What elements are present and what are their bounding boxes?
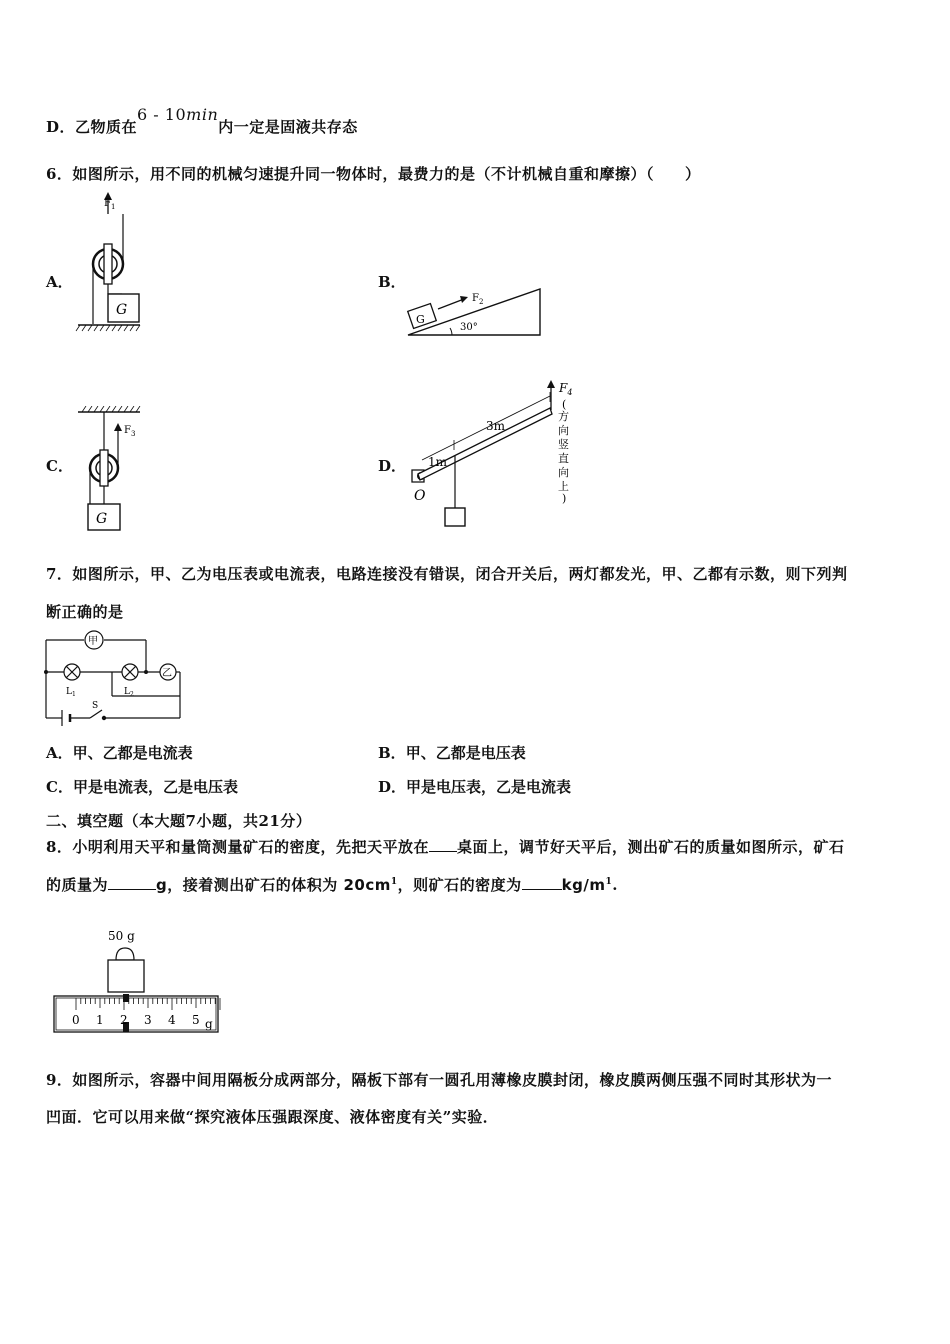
meter-a-label: 甲 — [88, 636, 98, 647]
svg-text:3: 3 — [144, 1013, 152, 1027]
svg-text:2: 2 — [120, 1013, 128, 1027]
q7-option-a: A．甲、乙都是电流表 — [46, 744, 193, 762]
q9-line1: 9．如图所示，容器中间用隔板分成两部分，隔板下部有一圆孔用薄橡皮膜封闭，橡皮膜两侧压强不同时其形状为一 — [46, 1071, 832, 1089]
q7-stem-line1: 7．如图所示，甲、乙为电压表或电流表，电路连接没有错误，闭合开关后，两灯都发光，甲、乙都有示数，则下列判 — [46, 565, 848, 583]
figure-movable-pulley-a — [74, 192, 146, 340]
math-expression: 6 - 10min — [137, 105, 219, 124]
switch-label: S — [92, 701, 99, 711]
force-label-f2: $F_2$ — [472, 293, 484, 306]
weight-label: 50 g — [108, 929, 135, 943]
force-label-f3: $F_3$ — [124, 425, 136, 438]
weight-label-g: G — [416, 313, 425, 326]
q7-stem-line2: 断正确的是 — [46, 603, 124, 621]
svg-text:方: 方 — [558, 410, 569, 423]
long-arm-label: 3m — [486, 419, 506, 433]
q6-option-c-label: C． — [46, 457, 73, 475]
answer-blank[interactable] — [429, 837, 457, 852]
svg-text:向: 向 — [558, 424, 569, 437]
svg-text:向: 向 — [558, 466, 569, 479]
meter-b-label: 乙 — [162, 668, 172, 679]
q5-option-d — [46, 105, 358, 137]
answer-blank[interactable] — [522, 875, 562, 890]
svg-text:竖: 竖 — [558, 438, 569, 451]
q6-option-d-label: D． — [378, 457, 407, 475]
q6-option-b-label: B． — [378, 273, 406, 291]
svg-text:5: 5 — [192, 1013, 200, 1027]
force-label-f4: $F_4$ — [559, 381, 573, 397]
svg-text:0: 0 — [72, 1013, 80, 1027]
q7-option-d: D．甲是电压表，乙是电流表 — [378, 778, 572, 796]
option-text-post: 内一定是固液共存态 — [218, 118, 358, 136]
option-label: D． — [46, 118, 76, 136]
svg-text:直: 直 — [558, 452, 569, 465]
q7-option-b: B．甲、乙都是电压表 — [378, 744, 526, 762]
scale-unit: g — [205, 1017, 213, 1031]
figure-balance-scale — [52, 924, 224, 1036]
angle-label: 30° — [460, 322, 478, 333]
svg-text:1: 1 — [96, 1013, 104, 1027]
q7-option-c: C．甲是电流表，乙是电压表 — [46, 778, 238, 796]
lamp2-label: $L_2$ — [124, 687, 134, 698]
figure-circuit — [40, 628, 188, 726]
rider-top — [123, 994, 129, 1002]
svg-text:(: ( — [562, 398, 567, 411]
weight-label-g: G — [116, 302, 128, 318]
figure-lever-d — [408, 378, 580, 532]
svg-text:4: 4 — [168, 1013, 176, 1027]
option-text-pre: 乙物质在 — [75, 118, 138, 136]
q6-stem: 6．如图所示，用不同的机械匀速提升同一物体时，最费力的是（不计机械自重和摩擦）（ ） — [46, 165, 701, 183]
direction-note — [558, 398, 569, 505]
q8-line1: 8．小明利用天平和量筒测量矿石的密度，先把天平放在 桌面上，调节好天平后，测出矿石的质量如图所示，矿石 — [46, 838, 845, 856]
figure-fixed-pulley-c — [74, 406, 144, 534]
section-title: 二、填空题（本大题7小题，共21分） — [46, 812, 312, 830]
q8-line2: 的质量为 g，接着测出矿石的体积为 $20cm^1$，则矿石的密度为 $kg/m^1$. — [46, 876, 618, 894]
force-label-f1: $F_1$ — [104, 198, 116, 211]
weight-label-g: G — [96, 511, 108, 527]
figure-incline-b — [404, 285, 544, 339]
q9-line2: 凹面．它可以用来做“探究液体压强跟深度、液体密度有关”实验． — [46, 1108, 499, 1126]
lamp1-label: $L_1$ — [66, 687, 76, 698]
pivot-label-o: O — [414, 488, 426, 504]
short-arm-label: 1m — [428, 455, 448, 469]
q6-option-a-label: A． — [46, 273, 73, 291]
answer-blank[interactable] — [108, 875, 156, 890]
svg-text:): ) — [562, 492, 567, 505]
svg-text:上: 上 — [558, 480, 569, 493]
